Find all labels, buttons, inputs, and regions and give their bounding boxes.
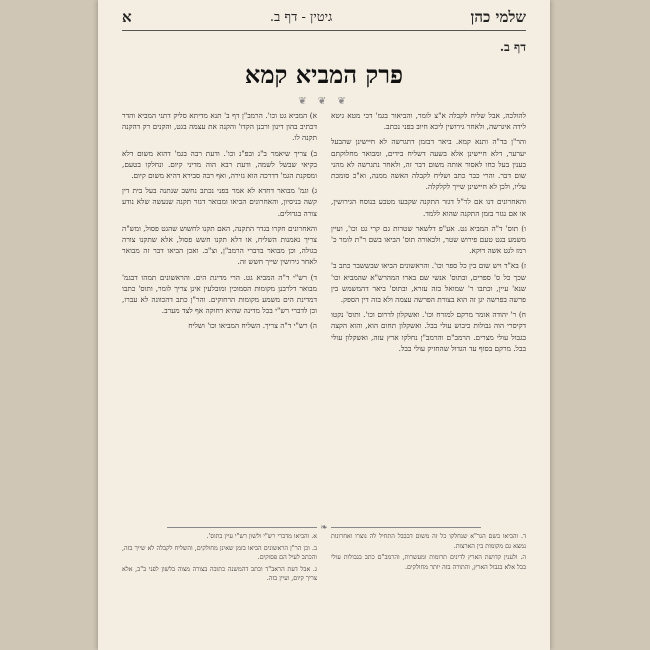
footnotes-right [122,532,317,642]
paragraph: ה) רש"י ד"ה צריך. השליח המביאו וכו' ושליח [188,321,317,331]
ornament-divider: ❦ ❦ ❦ [298,96,350,107]
footnote: ג. אבל דעת הראב"ד וכתב דהמשנה כתובה בצורה מצוה בלשון לפני ב"ב, אלא צריך קיום, ועיין בזה. [122,565,317,583]
main-text [122,110,526,515]
left-column [331,110,526,515]
paragraph: והאחרונים דנו אם לר"ל דגזר התקנה שקבעו מטבע בנוסח הגירושין, או אם נגזר בזמן התקנה שהוא ללמד. [331,197,526,218]
footnote: ב. וכן הר"ן הראשונים הביאו בזמן שאינן מחולקים, והשליח לקבלה לא שייך בזה, והכתב לעיל הם פסוקים. [122,544,317,562]
paragraph: ג) וגמ' מבואר דחדא לא אמר בפני נכתב נחשב שנתנה בעל בית דין קשה בניסיון, והאחרונים הביאו ומבואר דגזר תקנה שנעשה שלא נודע צורה בגדולים. [122,186,317,218]
footnotes-left [331,532,526,642]
page-letter: א [122,7,132,26]
daf-label: דף ב. [499,40,526,54]
paragraph: ב) צריך שיאמר ב"נ ובפ"נ וכו'. ודעת רבה בגמ' דהוא משום דלא בקיאי שבשל לשמה, ודעת רבא הוה מדיני קיום. ונחלקו בטעם, ומסקנת הגמ' דדרכה הוא גזירה, ואף רבה סבירא דהיא משום קיום. [122,148,317,181]
paragraph: ז) בא"ד ויש שום בין כל ספר וכו'. והראשונים הביאו שבששבר כתב ב' שכך כל ס' ספרים, ובתוס' אנשי שם בארו המהרש"א שהמביא וכו' שנא' עיין, וכתבו ר' שמואל בזה עזרא, ובתוס' ביאר דהמשמש בין פרשה בפרשה יגן זה הוא בצורת הפרשה עצמה ולא בזה דין הספק. [331,261,526,305]
paragraph: ו) תוס' ד"ה המביא גט. אע"פ דלשאר שטרות גם קרי גט וכו', ועיין משמע בגט טעם פירוש שטר, ולכאורה תוס' הביאו בשם ר"ת לומר כ' רמז לגט אשה דוקא. [331,223,526,256]
running-header [122,6,526,28]
paragraph: ח) ר' יהודה אומר מרקם למזרח וכו'. ואשקלון לדרום וכו'. ותוס' נקטו דקיסרי הוה גבולות כיבוש עולי בבל. ואשקלון תחום הוא, והוא הקצה בגבול עולי מצרים. הרמב"ם והרמב"ן נחלקו ארץ עזה, ואשקלון עולי בבל. מרקם בסוף עד הגדול שהחזיק עולי בבל. [331,310,526,353]
footnote: ד. והביאו בשם הגר"א שנחלקו כל זה משום דבבבל התחיל לה נוצרו ואחרונות נמצא גם מקומות בין הארצות. [331,533,526,550]
book-page [98,0,550,650]
header-rule [122,30,526,31]
book-title: שלמי כהן [470,7,526,26]
footnotes [122,532,526,642]
footnote: א. והביאו מדברי רש"י ולשון רש"י עיין בתוס'. [206,533,317,540]
paragraph: והר"ן בד"ה ותנא קמא. ביאר דבזמן דתגרשה לא חיישינן שהבעל יערער, דלא חיישינן אלא בשעה דשליח בידים, ומבואר מחלוקתם בענין בעל כחו לאסור אותה משום דבר זה, ולאחר נתגרשה לא מהני שום דבר. והרי כבר כתב ושליח לקבלה האשה ממנה, וא"כ סומכת עליו, ולכן לא חיישינן שייך לקלקלה. [331,137,526,192]
chapter-title: פרק המביא קמא [244,60,404,89]
paragraph: להולכה, אבל שליח לקבלה א"צ לומר, והביאור בגמ' דכי מטא גיטא לידה איגרשה, ולאחר גירושין ליכא חיוב בפני נכתב. [331,111,526,132]
paragraph: ד) רש"י ד"ה המביא גט. הרי מדינת הים. והראשונים תמהו דבגמ' מבואר דלרבנן מקומות הסמוכין ומובלעין אינן צריך לומר, ותוס' כתבו דמדינת הים משמע מקומות הרחוקים. והר"ן כתב דהכוונה לא עברו, וכן לדברי רש"י בכל מדינה שהיא רחוקה אף לצד מערב. [122,272,317,316]
paragraph: א) המביא גט וכו'. הרמב"ן דף ב' תנא מדיתא סליק דתני המביא והדר דכתיב בהון דינון ורבנן הקדו' והקנה את עצמה בגט, והקנים רק דהקנה תקנה לו. [122,111,317,143]
footnote: ה. ולענין קדושת הארץ לדינים תרומות ומעשרות, והרמב"ם כתב בגבולות עולי בבל אלא בגבול הארץ, והתורה בזה יותר מחולקים. [331,554,526,571]
tractate-label: גיטין - דף ב. [269,10,333,25]
footnote-divider: ❧ [122,523,526,533]
right-column [122,110,317,515]
paragraph: והאחרונים חקרו בגדר התקנה, האם תקנו לחשוש שהגט פסול, ומש"ה צריך נאמנות השליח, או דלא תקנו חשש פסול, אלא שתקנו צורה בגולה, וכן מבואר בדברי הרמב"ן, וצ"ב. ואכן הביאו דבר זה מבואר לאחר גירושין שייך חשש זה. [122,223,317,267]
